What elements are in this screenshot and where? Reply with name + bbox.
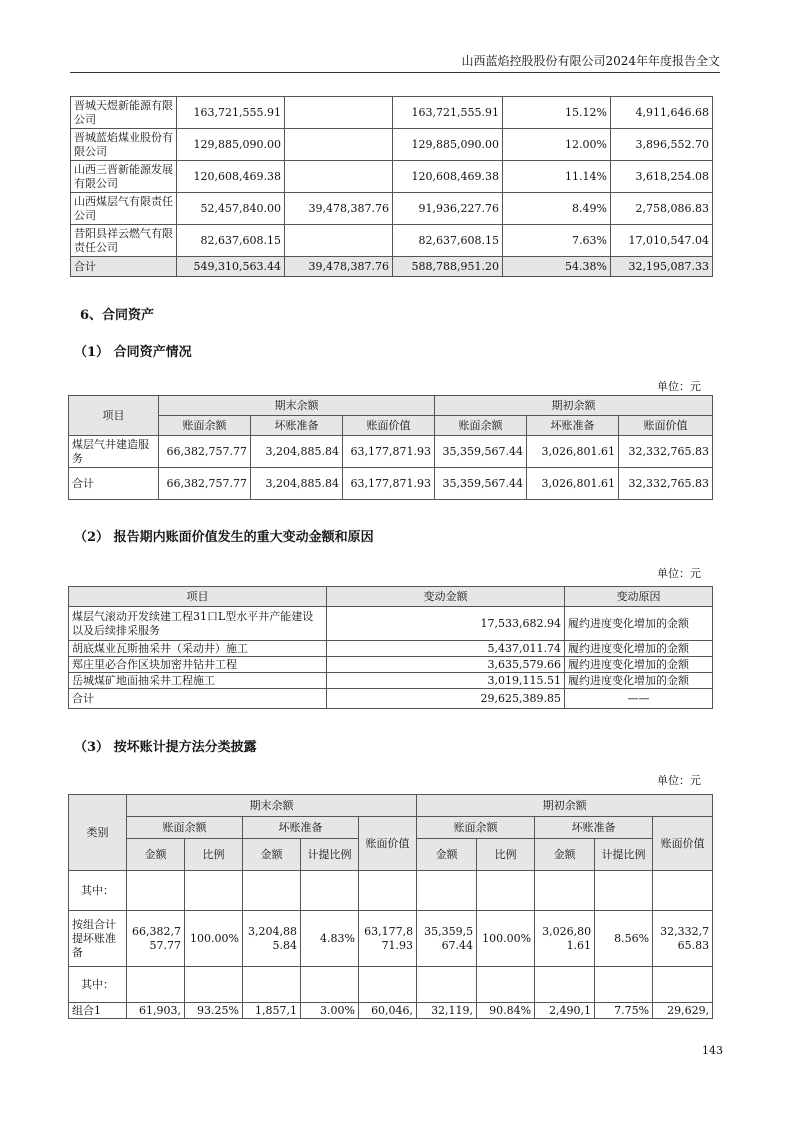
col-end-balance: 期末余额: [127, 795, 417, 817]
change-reason: 履约进度变化增加的金额: [565, 673, 713, 689]
amount-cell: 588,788,951.20: [393, 257, 503, 277]
item-name: 煤层气井建造服务: [69, 436, 159, 468]
value-cell: [127, 871, 185, 911]
col-rate: 计提比例: [595, 839, 653, 871]
value-cell: 3,026,801.61: [535, 911, 595, 967]
col-bad-end: 坏账准备: [243, 817, 359, 839]
amount-cell: 3,026,801.61: [527, 468, 619, 500]
subsection-title-3: （3） 按坏账计提方法分类披露: [74, 740, 257, 755]
amount-cell: 54.38%: [503, 257, 611, 277]
value-cell: [185, 967, 243, 1003]
change-reason: ——: [565, 689, 713, 709]
category-name: 组合1: [69, 1003, 127, 1019]
top-balance-table: [70, 96, 713, 277]
col-value-end: 账面价值: [359, 817, 417, 871]
amount-cell: [285, 225, 393, 257]
value-cell: 3,204,885.84: [243, 911, 301, 967]
value-cell: 66,382,757.77: [127, 911, 185, 967]
category-name: 按组合计提坏账准备: [69, 911, 127, 967]
value-cell: 100.00%: [185, 911, 243, 967]
amount-cell: 91,936,227.76: [393, 193, 503, 225]
amount-cell: 129,885,090.00: [393, 129, 503, 161]
change-reason: 履约进度变化增加的金额: [565, 641, 713, 657]
col-item: 项目: [69, 396, 159, 436]
item-name: 岳城煤矿地面抽采井工程施工: [69, 673, 327, 689]
amount-cell: 120,608,469.38: [177, 161, 285, 193]
item-name: 胡底煤业瓦斯抽采井（采动井）施工: [69, 641, 327, 657]
col-change-reason: 变动原因: [565, 587, 713, 607]
amount-cell: 52,457,840.00: [177, 193, 285, 225]
value-cell: 2,490,1: [535, 1003, 595, 1019]
value-cell: 90.84%: [477, 1003, 535, 1019]
col-type: 类别: [69, 795, 127, 871]
table-row: [69, 911, 713, 967]
amount-cell: 3,618,254.08: [611, 161, 713, 193]
value-cell: [477, 871, 535, 911]
amount-cell: 8.49%: [503, 193, 611, 225]
value-cell: 32,332,765.83: [653, 911, 713, 967]
value-cell: [301, 871, 359, 911]
col-begin-balance: 期初余额: [417, 795, 713, 817]
amount-cell: 32,195,087.33: [611, 257, 713, 277]
value-cell: [595, 871, 653, 911]
amount-cell: [285, 97, 393, 129]
unit-label-3: 单位：元: [657, 774, 701, 787]
amount-cell: 82,637,608.15: [393, 225, 503, 257]
value-cell: 63,177,871.93: [359, 911, 417, 967]
table-row: [71, 225, 713, 257]
contract-asset-table: [68, 395, 713, 500]
section-title: 6、合同资产: [80, 308, 155, 323]
col-book-end: 账面余额: [127, 817, 243, 839]
unit-label-2: 单位：元: [657, 567, 701, 580]
value-cell: 29,629,: [653, 1003, 713, 1019]
value-cell: 3.00%: [301, 1003, 359, 1019]
amount-cell: 7.63%: [503, 225, 611, 257]
value-cell: 60,046,: [359, 1003, 417, 1019]
table-row: [71, 193, 713, 225]
amount-cell: 3,896,552.70: [611, 129, 713, 161]
col-value-begin: 账面价值: [619, 416, 713, 436]
amount-cell: 4,911,646.68: [611, 97, 713, 129]
value-cell: [535, 967, 595, 1003]
col-item: 项目: [69, 587, 327, 607]
col-ratio: 比例: [185, 839, 243, 871]
amount-cell: 129,885,090.00: [177, 129, 285, 161]
table-row: [69, 967, 713, 1003]
amount-cell: 3,026,801.61: [527, 436, 619, 468]
value-cell: [359, 871, 417, 911]
page-header: 山西蓝焰控股股份有限公司2024年年度报告全文: [70, 52, 720, 73]
amount-cell: 32,332,765.83: [619, 468, 713, 500]
item-name: 合计: [69, 689, 327, 709]
amount-cell: 17,010,547.04: [611, 225, 713, 257]
amount-cell: 39,478,387.76: [285, 193, 393, 225]
change-amount: 29,625,389.85: [327, 689, 565, 709]
subsection-title-1: （1） 合同资产情况: [74, 345, 192, 360]
table-row: [69, 1003, 713, 1019]
col-rate: 计提比例: [301, 839, 359, 871]
change-table: [68, 586, 713, 709]
amount-cell: 163,721,555.91: [393, 97, 503, 129]
table-row: [71, 129, 713, 161]
col-book-begin: 账面余额: [435, 416, 527, 436]
category-name: 其中：: [69, 871, 127, 911]
company-name: 山西三晋新能源发展有限公司: [71, 161, 177, 193]
change-amount: 5,437,011.74: [327, 641, 565, 657]
value-cell: 35,359,567.44: [417, 911, 477, 967]
change-amount: 17,533,682.94: [327, 607, 565, 641]
company-name: 山西煤层气有限责任公司: [71, 193, 177, 225]
amount-cell: 120,608,469.38: [393, 161, 503, 193]
value-cell: 1,857,1: [243, 1003, 301, 1019]
amount-cell: 63,177,871.93: [343, 436, 435, 468]
total-row: [69, 689, 713, 709]
category-name: 其中：: [69, 967, 127, 1003]
table-row: [69, 607, 713, 641]
value-cell: [417, 967, 477, 1003]
table-row: [69, 436, 713, 468]
amount-cell: 63,177,871.93: [343, 468, 435, 500]
col-value-begin: 账面价值: [653, 817, 713, 871]
value-cell: [595, 967, 653, 1003]
company-name: 合计: [71, 257, 177, 277]
value-cell: [359, 967, 417, 1003]
amount-cell: 35,359,567.44: [435, 468, 527, 500]
col-amount: 金额: [243, 839, 301, 871]
amount-cell: 66,382,757.77: [159, 436, 251, 468]
table-row: [71, 161, 713, 193]
amount-cell: [285, 129, 393, 161]
company-name: 晋城天煜新能源有限公司: [71, 97, 177, 129]
amount-cell: 35,359,567.44: [435, 436, 527, 468]
amount-cell: 11.14%: [503, 161, 611, 193]
page-number: 143: [702, 1044, 723, 1057]
unit-label-1: 单位：元: [657, 380, 701, 393]
table-row: [69, 657, 713, 673]
value-cell: 4.83%: [301, 911, 359, 967]
value-cell: 61,903,: [127, 1003, 185, 1019]
amount-cell: 2,758,086.83: [611, 193, 713, 225]
value-cell: [535, 871, 595, 911]
item-name: 郑庄里必合作区块加密井钻井工程: [69, 657, 327, 673]
value-cell: [185, 871, 243, 911]
col-ratio: 比例: [477, 839, 535, 871]
col-bad-begin: 坏账准备: [535, 817, 653, 839]
amount-cell: 32,332,765.83: [619, 436, 713, 468]
table-row: [69, 641, 713, 657]
amount-cell: 3,204,885.84: [251, 468, 343, 500]
col-amount: 金额: [127, 839, 185, 871]
col-value-end: 账面价值: [343, 416, 435, 436]
total-row: [69, 468, 713, 500]
amount-cell: 12.00%: [503, 129, 611, 161]
change-amount: 3,635,579.66: [327, 657, 565, 673]
value-cell: [653, 967, 713, 1003]
col-book-begin: 账面余额: [417, 817, 535, 839]
col-amount: 金额: [535, 839, 595, 871]
col-bad-end: 坏账准备: [251, 416, 343, 436]
amount-cell: 39,478,387.76: [285, 257, 393, 277]
value-cell: 7.75%: [595, 1003, 653, 1019]
change-amount: 3,019,115.51: [327, 673, 565, 689]
value-cell: 8.56%: [595, 911, 653, 967]
amount-cell: 163,721,555.91: [177, 97, 285, 129]
bad-debt-classification-table: [68, 794, 713, 1019]
table-row: [71, 97, 713, 129]
col-begin-balance: 期初余额: [435, 396, 713, 416]
amount-cell: 3,204,885.84: [251, 436, 343, 468]
value-cell: 32,119,: [417, 1003, 477, 1019]
col-change-amount: 变动金额: [327, 587, 565, 607]
value-cell: [477, 967, 535, 1003]
company-name: 晋城蓝焰煤业股份有限公司: [71, 129, 177, 161]
table-row: [69, 871, 713, 911]
value-cell: [127, 967, 185, 1003]
value-cell: 93.25%: [185, 1003, 243, 1019]
table-row: [69, 673, 713, 689]
col-book-end: 账面余额: [159, 416, 251, 436]
value-cell: [417, 871, 477, 911]
value-cell: [653, 871, 713, 911]
amount-cell: [285, 161, 393, 193]
item-name: 煤层气滚动开发续建工程31口L型水平井产能建设以及后续排采服务: [69, 607, 327, 641]
amount-cell: 82,637,608.15: [177, 225, 285, 257]
col-bad-begin: 坏账准备: [527, 416, 619, 436]
item-name: 合计: [69, 468, 159, 500]
value-cell: [243, 871, 301, 911]
amount-cell: 15.12%: [503, 97, 611, 129]
company-name: 昔阳县祥云燃气有限责任公司: [71, 225, 177, 257]
amount-cell: 66,382,757.77: [159, 468, 251, 500]
change-reason: 履约进度变化增加的金额: [565, 657, 713, 673]
total-row: [71, 257, 713, 277]
col-end-balance: 期末余额: [159, 396, 435, 416]
value-cell: 100.00%: [477, 911, 535, 967]
subsection-title-2: （2） 报告期内账面价值发生的重大变动金额和原因: [74, 530, 374, 545]
col-amount: 金额: [417, 839, 477, 871]
value-cell: [243, 967, 301, 1003]
amount-cell: 549,310,563.44: [177, 257, 285, 277]
value-cell: [301, 967, 359, 1003]
change-reason: 履约进度变化增加的金额: [565, 607, 713, 641]
